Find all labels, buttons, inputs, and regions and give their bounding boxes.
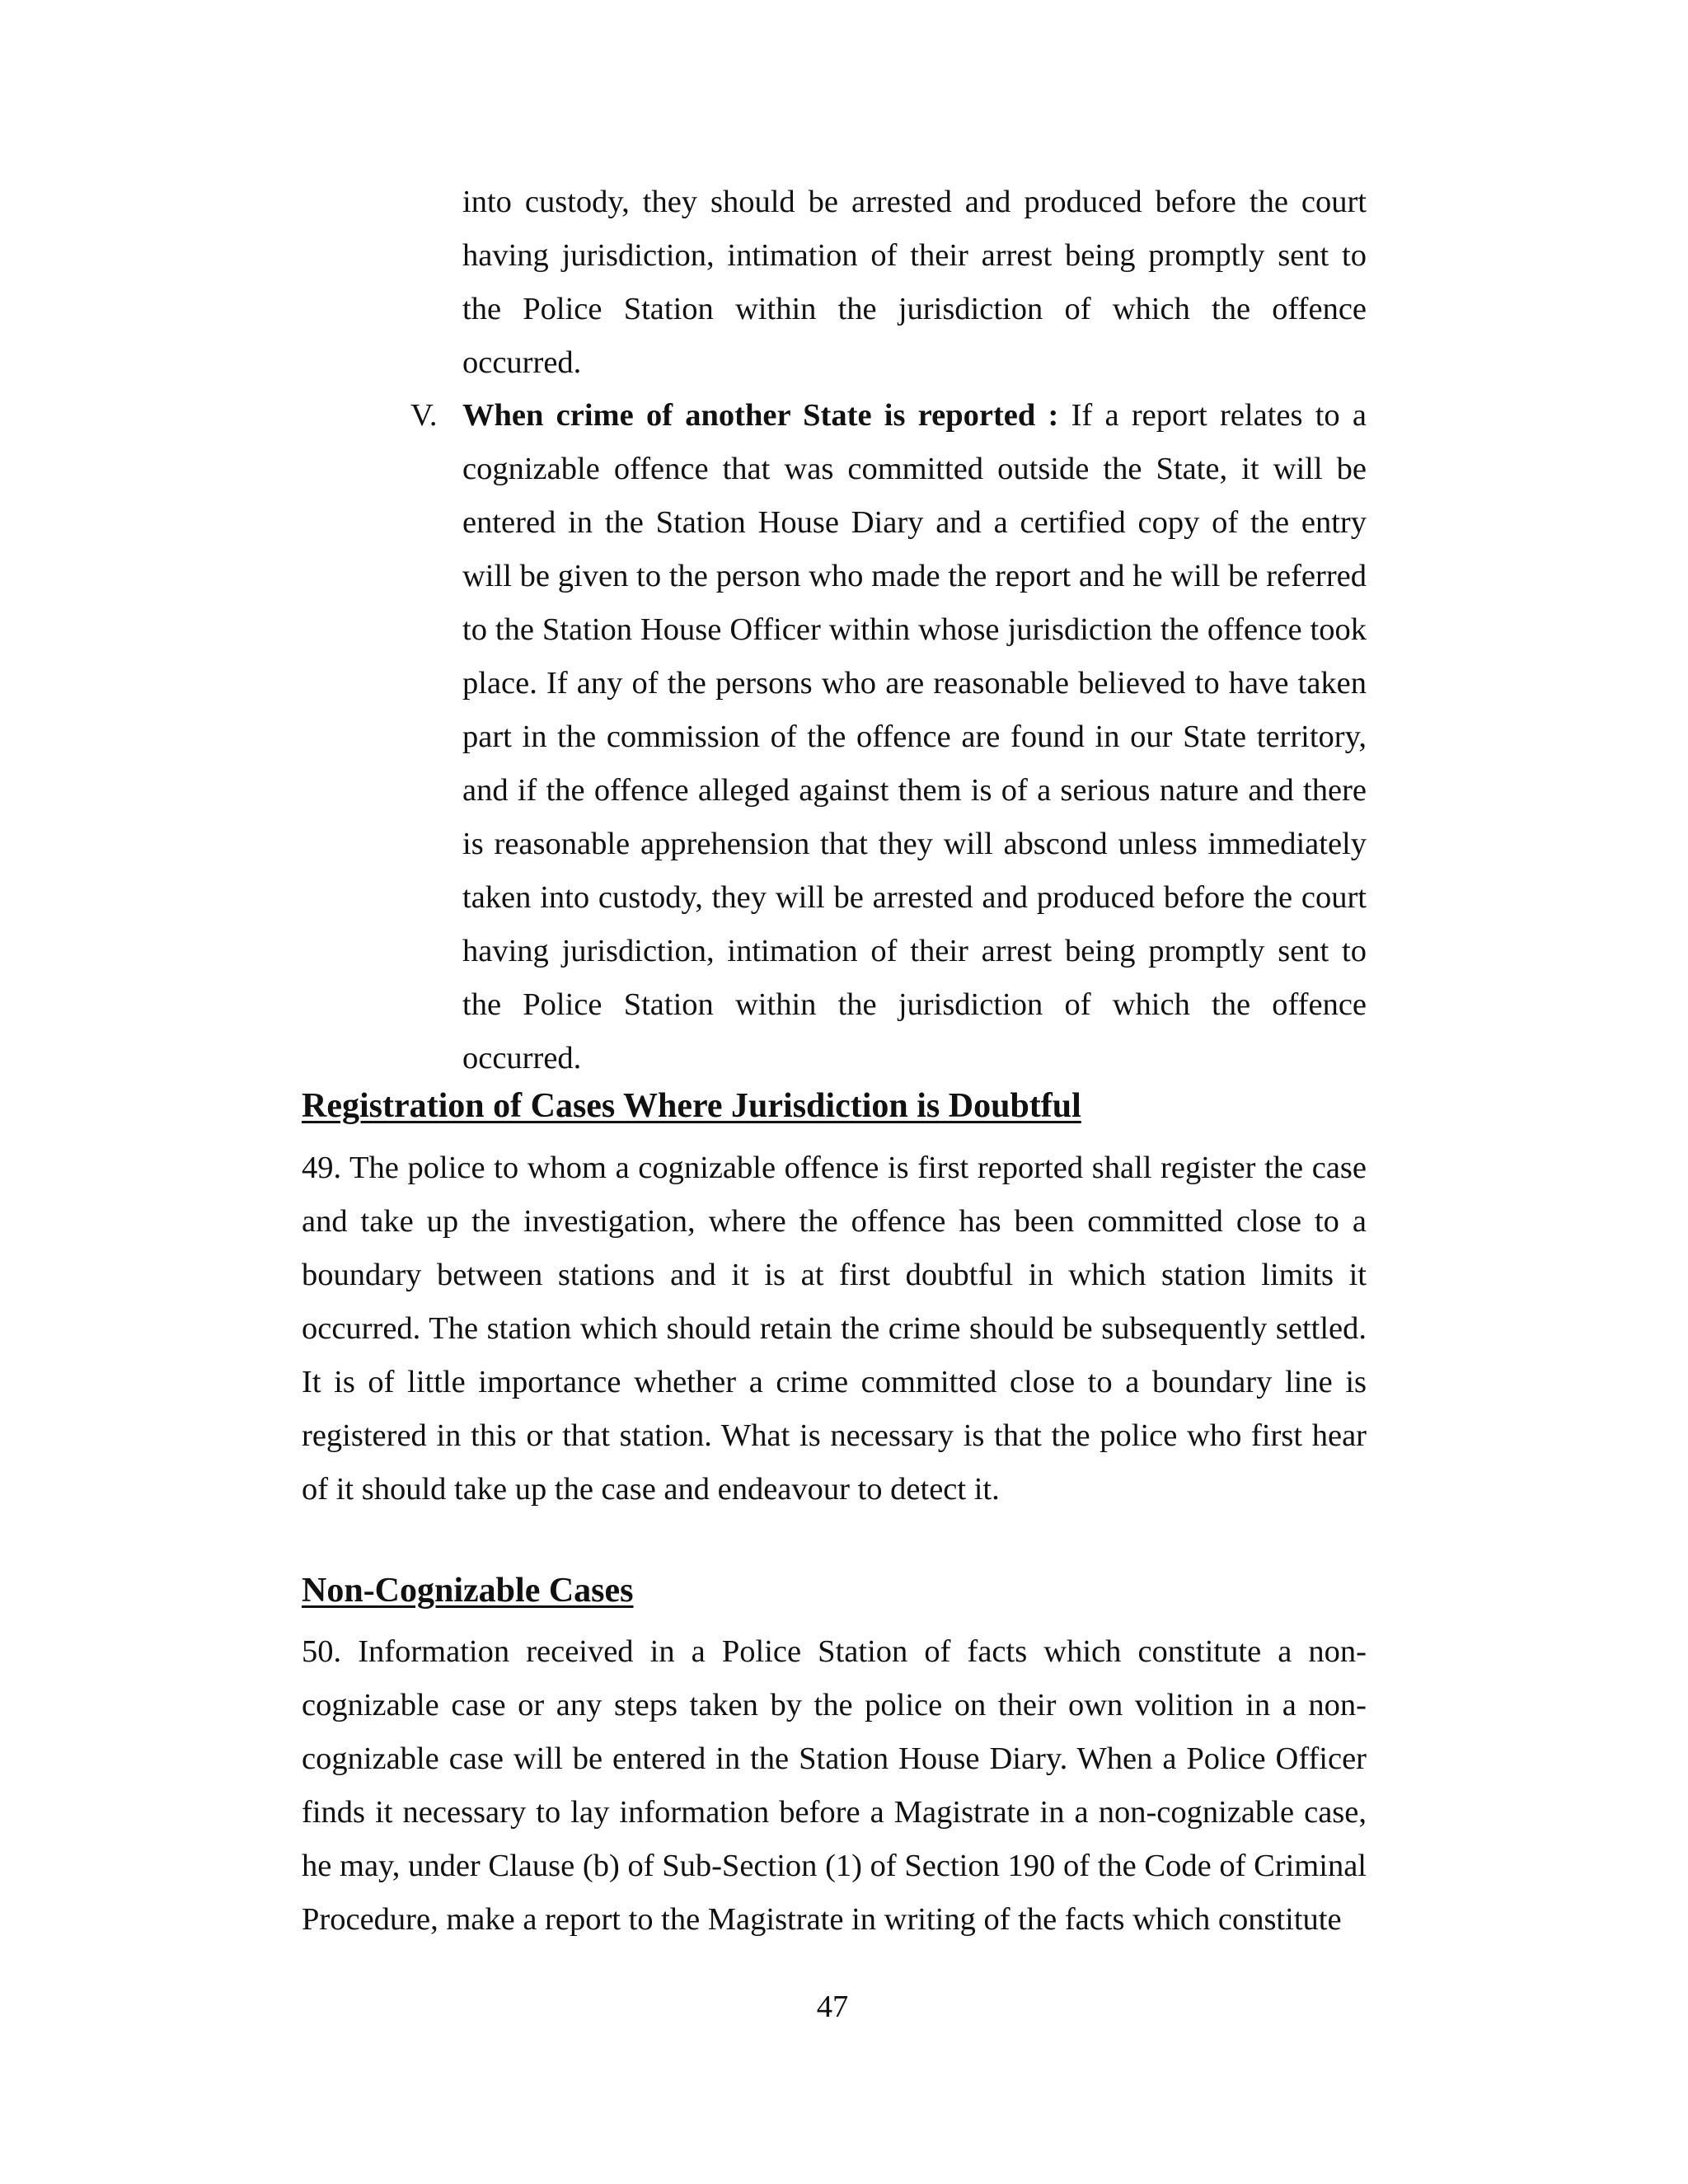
continuation-paragraph: into custody, they should be arrested and produced before the court having jurisdiction, intimation of their arrest being promptly sent to the Police Station within the jurisdiction of which the offence occurred. <box>462 185 1367 380</box>
list-item-v <box>462 389 1367 1085</box>
page-number: 47 <box>816 1990 849 2024</box>
section-heading-jurisdiction: Registration of Cases Where Jurisdiction is Doubtful <box>302 1087 1081 1125</box>
section-49-paragraph: 49. The police to whom a cognizable offence is first reported shall register the case and take up the investigation, where the offence has been committed close to a boundary between stations and it is at first doubtful in which station limits it occurred. The station which should retain the crime should be subsequently settled. It is of little importance whether a crime committed close to a boundary line is registered in this or that station. What is necessary is that the police who first hear of it should take up the case and endeavour to detect it. <box>302 1151 1367 1507</box>
section-heading-non-cognizable: Non-Cognizable Cases <box>302 1572 634 1610</box>
list-marker-v: V. <box>410 398 438 433</box>
section-50-paragraph: 50. Information received in a Police Station of facts which constitute a non-cognizable case or any steps taken by the police on their own volition in a non-cognizable case will be entered in the Station House Diary. When a Police Officer finds it necessary to lay information before a Magistrate in a non-cognizable case, he may, under Clause (b) of Sub-Section (1) of Section 190 of the Code of Criminal Procedure, make a report to the Magistrate in writing of the facts which constitute <box>302 1634 1367 1937</box>
list-item-v-lead: When crime of another State is reported : <box>462 398 1059 433</box>
list-item-v-body: If a report relates to a cognizable offence that was committed outside the State, it will be entered in the Station House Diary and a certified copy of the entry will be given to the person who made the report and he will be referred to the Station House Officer within whose jurisdiction the offence took place. If any of the persons who are reasonable believed to have taken part in the commission of the offence are found in our State territory, and if the offence alleged against them is of a serious nature and there is reasonable apprehension that they will abscond unless immediately taken into custody, they will be arrested and produced before the court having jurisdiction, intimation of their arrest being promptly sent to the Police Station within the jurisdiction of which the offence occurred. <box>462 398 1367 1076</box>
